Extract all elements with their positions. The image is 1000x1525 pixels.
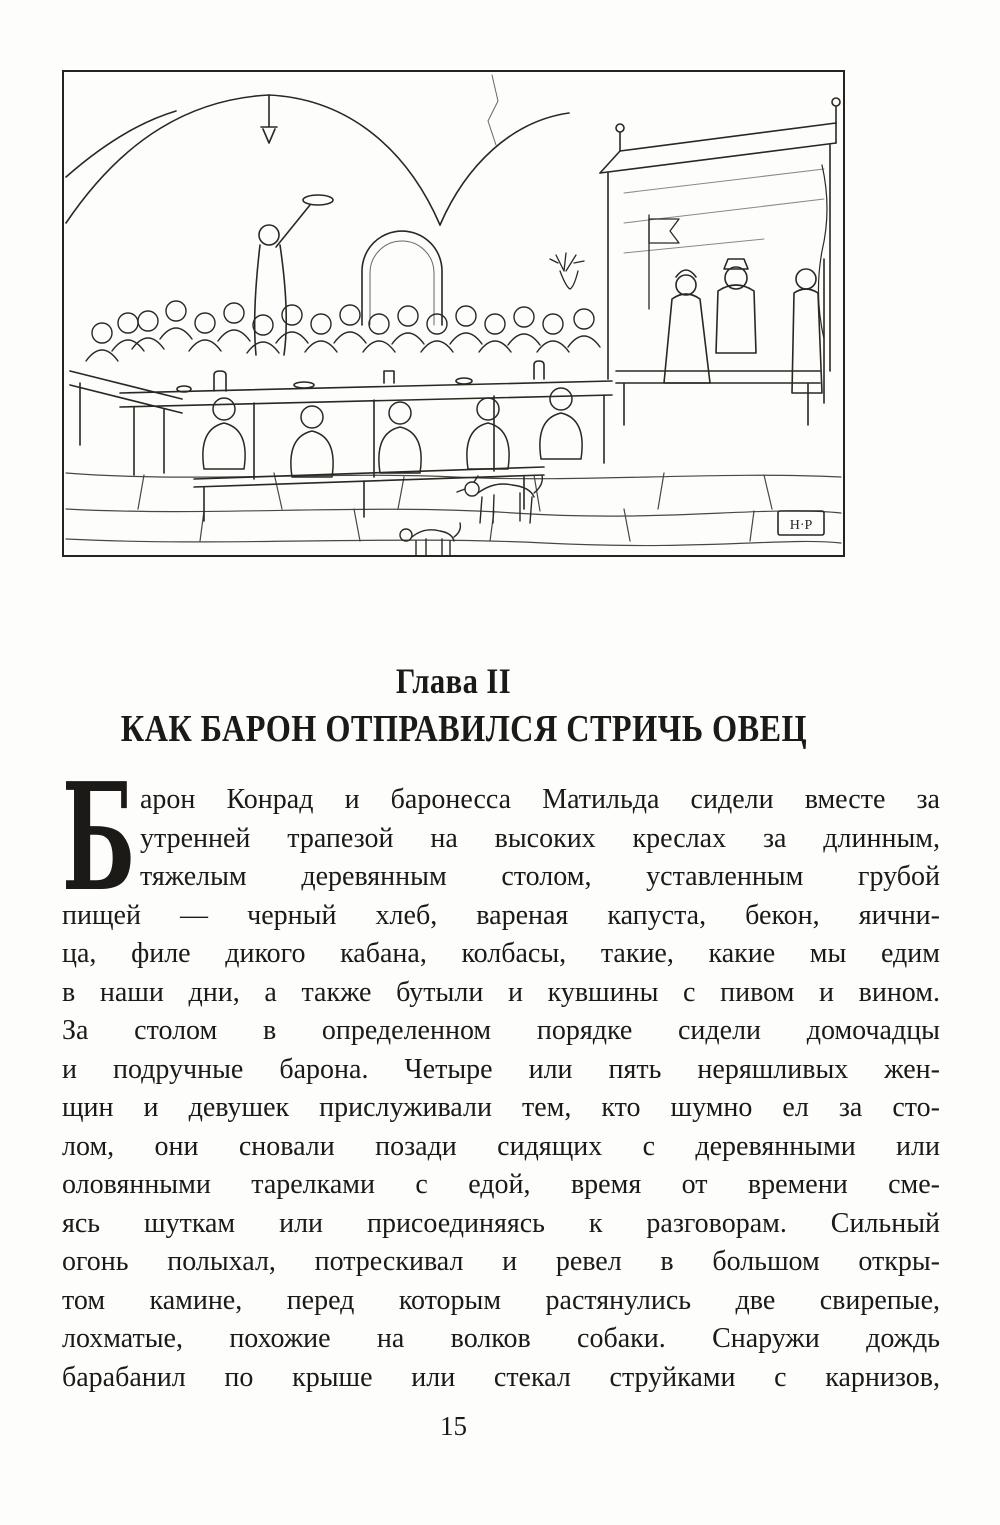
drop-cap [62, 750, 136, 924]
body-line: тяжелым деревянным столом, уставленным грубой [140, 861, 940, 892]
body-line: оловянными тарелками с едой, время от времени сме- [62, 1169, 940, 1200]
baron-and-baroness [664, 259, 824, 403]
crowd-of-diners [86, 301, 600, 361]
body-line: За столом в определенном порядке сидели домочадцы [62, 1015, 940, 1046]
body-line: лохматые, похожие на волков собаки. Снаружи дождь [62, 1323, 940, 1354]
body-line: утренней трапезой на высоких креслах за длинным, [140, 822, 940, 854]
page-number: 15 [440, 1411, 467, 1441]
dogs [400, 475, 542, 555]
wall-banner [649, 215, 679, 309]
body-line: в наши дни, а также бутыли и кувшины с пивом и вином. [62, 976, 940, 1008]
chapter-illustration [62, 70, 845, 557]
ceiling-arches [66, 75, 569, 225]
monogram-box [778, 511, 824, 535]
body-line: огонь полыхал, потрескивал и ревел в большом откры- [62, 1246, 940, 1277]
monogram-text: H·P [789, 518, 813, 533]
body-line: ца, филе дикого кабана, колбасы, такие, какие мы едим [62, 938, 940, 969]
body-line: щин и девушек прислуживали тем, кто шумно ел за сто- [62, 1092, 940, 1123]
body-line: и подручные барона. Четыре или пять неряшливых жен- [62, 1053, 940, 1085]
canopy [600, 98, 840, 379]
drop-cap-letter: Б [62, 750, 136, 924]
body-line: том камине, перед которым растянулись две свирепые, [62, 1284, 940, 1316]
body-line: арон Конрад и баронесса Матильда сидели вместе за [140, 784, 940, 815]
body-line: лом, они сновали позади сидящих с деревянными или [62, 1130, 940, 1162]
stag-trophy [550, 253, 584, 289]
doorway-arch [362, 231, 442, 325]
seated-figures [203, 388, 582, 477]
chapter-title: КАК БАРОН ОТПРАВИЛСЯ СТРИЧЬ ОВЕЦ [120, 708, 808, 750]
serving-man [255, 195, 333, 355]
feast-table [70, 361, 820, 479]
illustration-drawing [64, 72, 843, 555]
chapter-label: Глава II [395, 661, 512, 701]
flagstone-floor [66, 473, 841, 546]
body-line: пищей — черный хлеб, вареная капуста, бекон, яични- [62, 899, 940, 931]
chapter-heading [62, 661, 845, 751]
body-line: барабанил по крыше или стекал струйками с карнизов, [62, 1361, 940, 1393]
body-line: ясь шуткам или присоединяясь к разговорам. Сильный [62, 1207, 940, 1239]
body-paragraph [62, 750, 940, 1397]
